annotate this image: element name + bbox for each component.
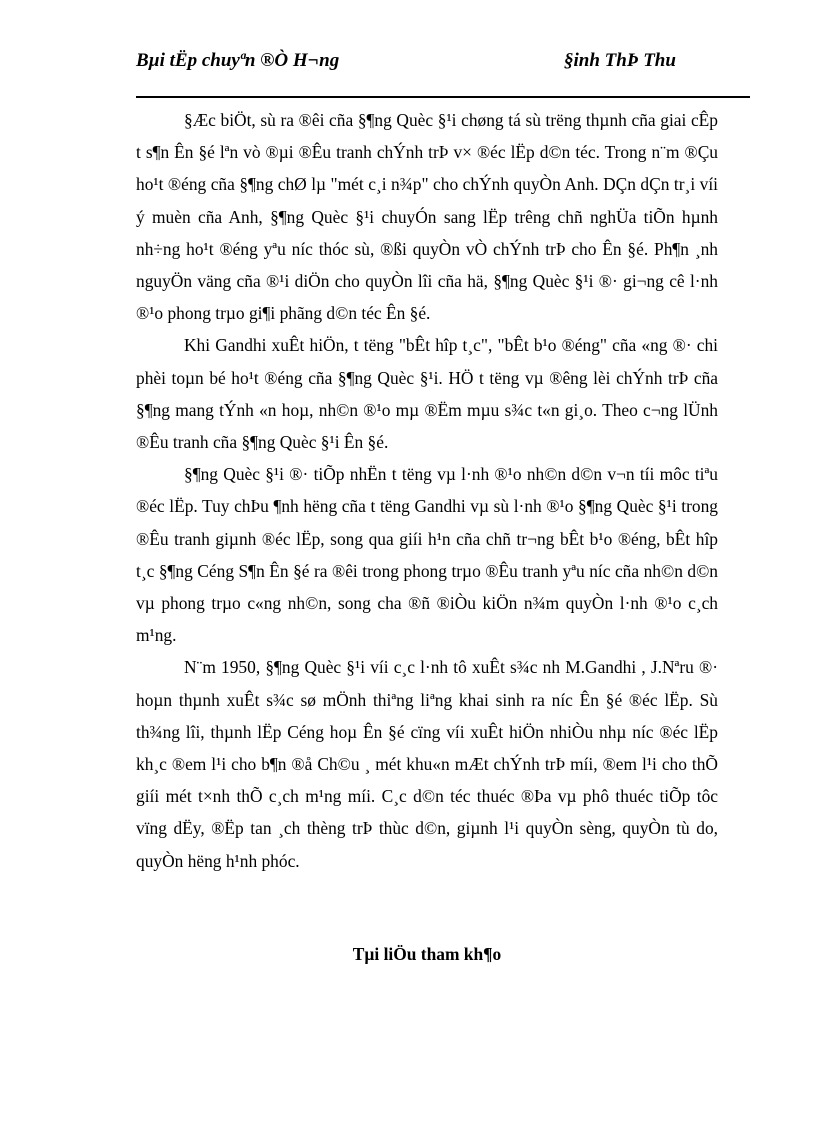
paragraph-4: N¨m 1950, §¶ng Quèc §¹i víi c¸c l·nh tô xuÊt s¾c nh M.Gandhi , J.Nªru ®· hoµn thµnh xuÊt s¾c sø mÖnh thiªng liªng khai sinh ra níc Ên §é ®éc lËp. Sù th¾ng lîi, thµnh lËp Céng hoµ Ên §é cïng víi xuÊt hiÖn nhiÒu nhµ níc ®éc lËp kh¸c ®em l¹i cho b¶n ®å Ch©u ¸ mét khu«n mÆt chÝnh trÞ míi, ®em l¹i cho thÕ giíi mét t×nh thÕ c¸ch m¹ng míi. C¸c d©n téc thuéc ®Þa vµ phô thuéc tiÕp tôc vïng dËy, ®Ëp tan ¸ch thèng trÞ thùc d©n, giµnh l¹i quyÒn sèng, quyÒn tù do, quyÒn hëng h¹nh phóc. bbox=[136, 657, 718, 871]
header-left-title: Bµi tËp chuyªn ®Ò H¬ng bbox=[136, 50, 340, 71]
paragraph-2: Khi Gandhi xuÊt hiÖn, t tëng "bÊt hîp t¸c", "bÊt b¹o ®éng" cña «ng ®· chi phèi toµn bé ho¹t ®éng cña §¶ng Quèc §¹i. HÖ t tëng vµ ®êng lèi chÝnh trÞ cña §¶ng mang tÝnh «n hoµ, nh©n ®¹o mµ ®Ëm mµu s¾c t«n gi¸o. Theo c¬ng lÜnh ®Êu tranh cña §¶ng Quèc §¹i Ên §é. bbox=[136, 335, 718, 453]
paragraph-3: §¶ng Quèc §¹i ®· tiÕp nhËn t tëng vµ l·nh ®¹o nh©n d©n v¬n tíi môc tiªu ®éc lËp. Tuy chÞu ¶nh hëng cña t tëng Gandhi vµ sù l·nh ®¹o §¶ng Quèc §¹i trong ®Êu tranh giµnh ®éc lËp, song qua giíi h¹n cña chñ tr¬ng bÊt b¹o ®éng, bÊt hîp t¸c §¶ng Céng S¶n Ên §é ra ®êi trong phong trµo ®Êu tranh yªu níc cña nh©n d©n vµ phong trµo c«ng nh©n, song cha ®ñ ®iÒu kiÖn n¾m quyÒn l·nh ®¹o c¸ch m¹ng. bbox=[136, 464, 718, 646]
header-divider bbox=[136, 96, 750, 98]
body-text bbox=[136, 104, 718, 877]
references-heading: Tµi liÖu tham kh¶o bbox=[352, 944, 502, 964]
header-author: §inh ThÞ Thu bbox=[564, 50, 676, 71]
paragraph-1: §Æc biÖt, sù ra ®êi cña §¶ng Quèc §¹i chøng tá sù trëng thµnh cña giai cÊp t s¶n Ên §é lªn vò ®µi ®Êu tranh chÝnh trÞ v× ®éc lËp d©n téc. Trong n¨m ®Çu ho¹t ®éng cña §¶ng chØ lµ "mét c¸i n¾p" cho chÝnh quyÒn Anh. DÇn dÇn tr¸i víi ý muèn cña Anh, §¶ng Quèc §¹i chuyÓn sang lËp trêng chñ nghÜa tiÕn hµnh nh÷ng ho¹t ®éng yªu níc thóc sù, ®ßi quyÒn vÒ chÝnh trÞ cho Ên §é. Ph¶n ¸nh nguyÖn väng cña ®¹i diÖn cho quyÒn lîi cña hä, §¶ng Quèc §¹i ®· gi¬ng cê l·nh ®¹o phong trµo gi¶i phãng d©n téc Ên §é. bbox=[136, 110, 718, 324]
page-header bbox=[136, 50, 750, 96]
